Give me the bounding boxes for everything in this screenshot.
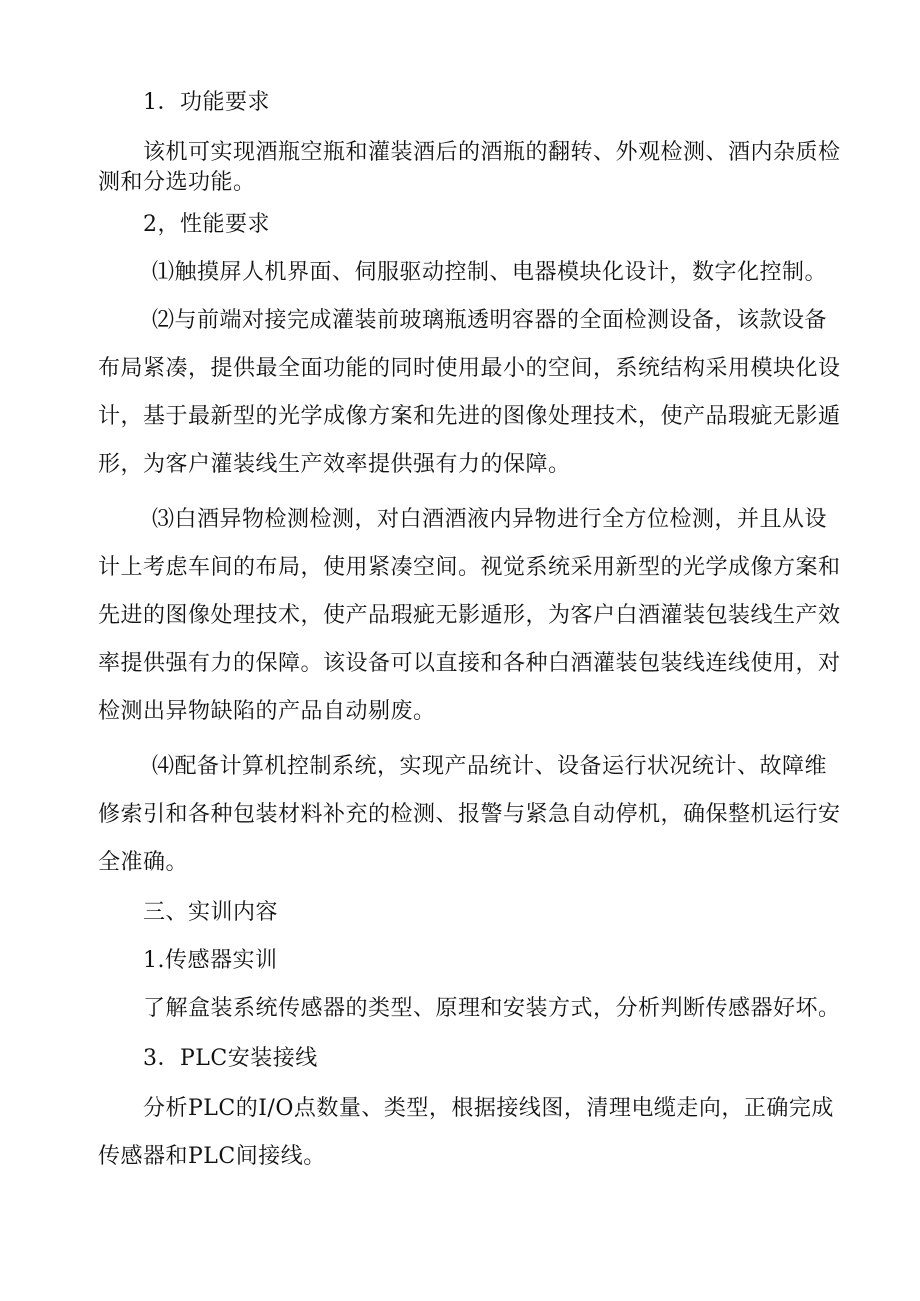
paragraph-performance-4-line-2: 修索引和各种包装材料补充的检测、报警与紧急自动停机，确保整机运行安 — [98, 802, 841, 827]
subheading-sensor-training: 1.传感器实训 — [143, 948, 278, 973]
paragraph-performance-2-line-1: ⑵与前端对接完成灌装前玻璃瓶透明容器的全面检测设备，该款设备 — [152, 308, 828, 333]
paragraph-plc-wiring-line-2: 传感器和PLC间接线。 — [98, 1144, 326, 1169]
paragraph-function-line-1: 该机可实现酒瓶空瓶和灌装酒后的酒瓶的翻转、外观检测、酒内杂质检 — [143, 140, 841, 165]
paragraph-performance-4-line-1: ⑷配备计算机控制系统，实现产品统计、设备运行状况统计、故障维 — [152, 754, 828, 779]
paragraph-performance-4-line-3: 全准确。 — [98, 850, 189, 875]
paragraph-performance-2-line-2: 布局紧凑，提供最全面功能的同时使用最小的空间，系统结构采用模块化设 — [98, 356, 841, 381]
paragraph-performance-2-line-4: 形，为客户灌装线生产效率提供强有力的保障。 — [98, 452, 571, 477]
subheading-plc-wiring: 3．PLC安装接线 — [143, 1046, 318, 1071]
paragraph-function-line-2: 测和分选功能。 — [98, 170, 256, 195]
paragraph-plc-wiring-line-1: 分析PLC的I/O点数量、类型，根据接线图，清理电缆走向，正确完成 — [143, 1096, 834, 1121]
paragraph-performance-1: ⑴触摸屏人机界面、伺服驱动控制、电器模块化设计，数字化控制。 — [152, 260, 828, 285]
paragraph-performance-3-line-3: 先进的图像处理技术，使产品瑕疵无影遁形，为客户白酒灌装包装线生产效 — [98, 603, 841, 628]
paragraph-performance-3-line-1: ⑶白酒异物检测检测，对白酒酒液内异物进行全方位检测，并且从设 — [152, 507, 828, 532]
section-heading-training: 三、实训内容 — [143, 900, 279, 925]
paragraph-performance-3-line-2: 计上考虑车间的布局，使用紧凑空间。视觉系统采用新型的光学成像方案和 — [98, 555, 841, 580]
paragraph-sensor-training: 了解盒装系统传感器的类型、原理和安装方式，分析判断传感器好坏。 — [143, 996, 841, 1021]
paragraph-performance-2-line-3: 计，基于最新型的光学成像方案和先进的图像处理技术，使产品瑕疵无影遁 — [98, 404, 841, 429]
section-heading-function: 1．功能要求 — [143, 90, 270, 115]
paragraph-performance-3-line-4: 率提供强有力的保障。该设备可以直接和各种白酒灌装包装线连线使用，对 — [98, 651, 841, 676]
paragraph-performance-3-line-5: 检测出异物缺陷的产品自动剔废。 — [98, 699, 436, 724]
section-heading-performance: 2，性能要求 — [143, 212, 270, 237]
